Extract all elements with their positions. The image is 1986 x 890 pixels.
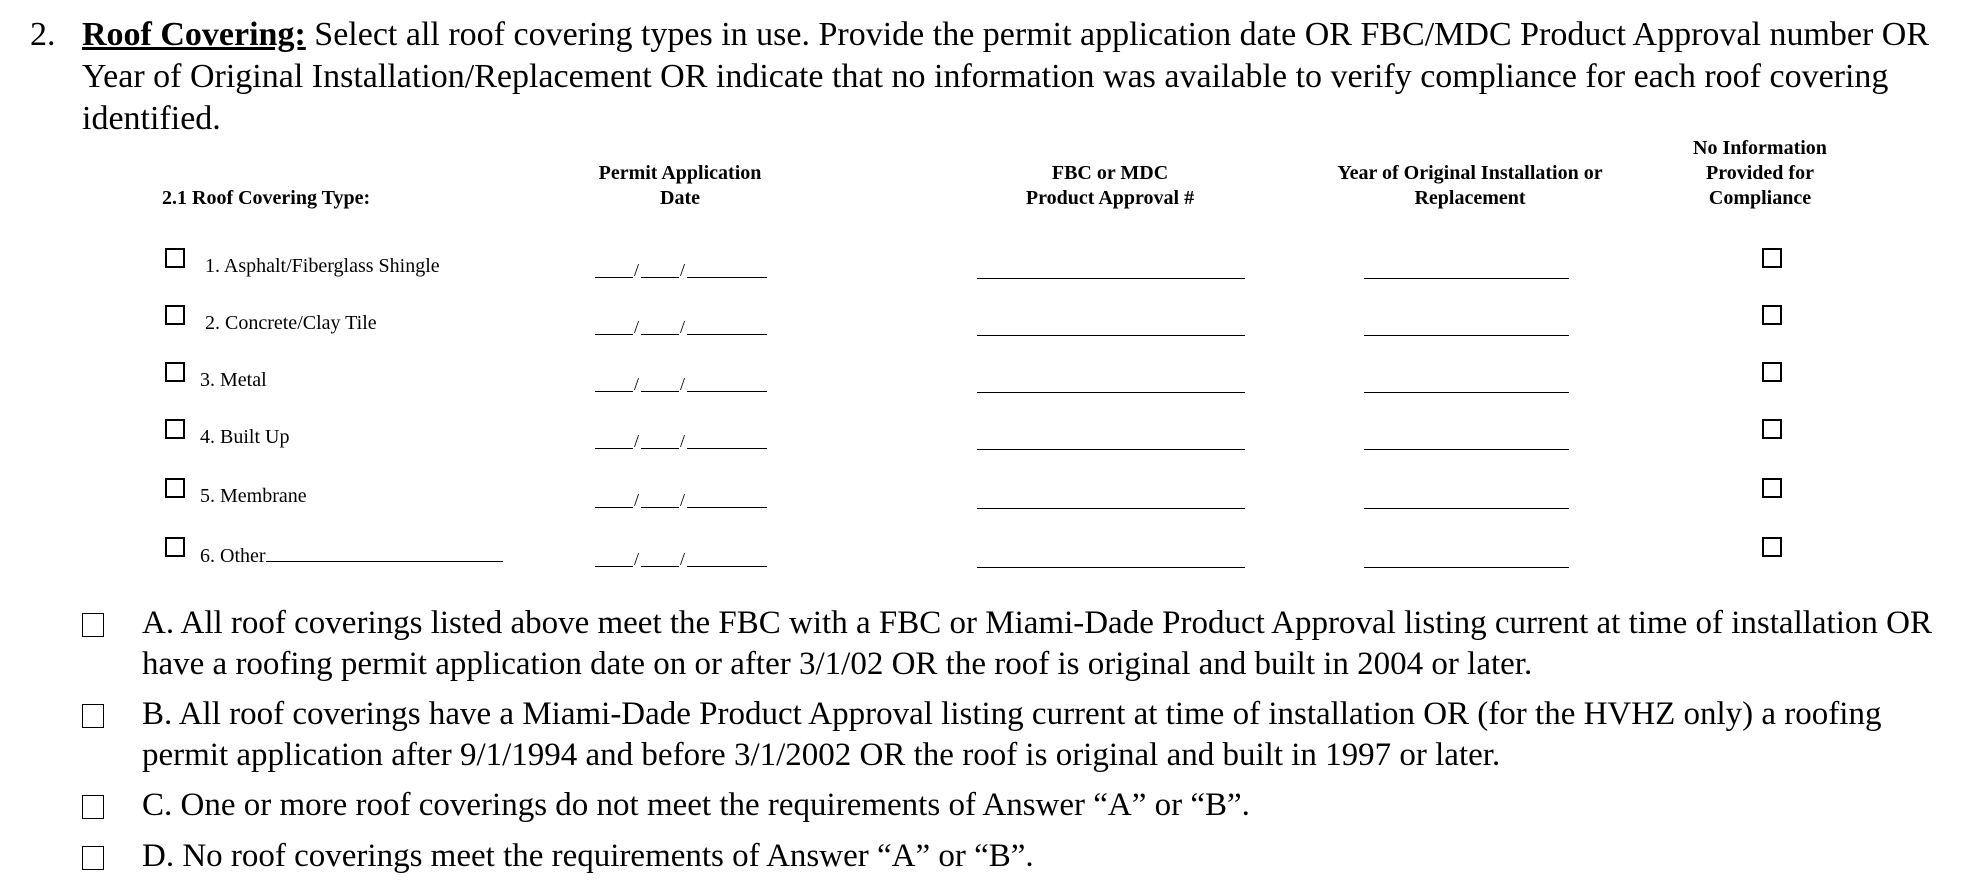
row-type-checkbox[interactable] <box>165 305 185 325</box>
row-label: 2. Concrete/Clay Tile <box>205 312 377 334</box>
date-slash: / <box>680 490 686 510</box>
date-slash: / <box>634 374 640 394</box>
header-roof-covering-type <box>162 186 370 211</box>
row-type-checkbox[interactable] <box>165 537 185 557</box>
row-label: 4. Built Up <box>200 426 290 448</box>
roof-row-other <box>0 533 1986 573</box>
answer-b-checkbox[interactable] <box>82 704 104 728</box>
answer-b-text: B. All roof coverings have a Miami-Dade Product Approval listing current at time of installation OR (for the HVHZ only) a roofing permit application after 9/1/1994 and before 3/1/2002 OR the roof is original and built in 1997 or later. <box>142 696 1882 773</box>
answer-a-text: A. All roof coverings listed above meet the FBC with a FBC or Miami-Dade Product Approval listing current at time of installation OR have a roofing permit application date on or after 3/1/02 OR the roof is original and built in 2004 or later. <box>142 605 1932 682</box>
roof-row-metal <box>0 360 1986 400</box>
year-installed-field[interactable] <box>1364 508 1569 509</box>
row-type-checkbox[interactable] <box>165 478 185 498</box>
answer-d-text: D. No roof coverings meet the requirements of Answer “A” or “B”. <box>142 838 1034 874</box>
roof-row-tile <box>0 303 1986 343</box>
permit-date-field[interactable] <box>595 484 767 508</box>
date-slash: / <box>680 549 686 569</box>
no-info-checkbox[interactable] <box>1762 362 1782 382</box>
date-slash: / <box>680 431 686 451</box>
no-info-checkbox[interactable] <box>1762 419 1782 439</box>
row-type-checkbox[interactable] <box>165 248 185 268</box>
header-product-approval <box>970 161 1250 211</box>
product-approval-field[interactable] <box>977 392 1245 393</box>
permit-date-field[interactable] <box>595 311 767 335</box>
section-title: Roof Covering: <box>82 16 306 53</box>
roof-row-built-up <box>0 417 1986 457</box>
product-approval-field[interactable] <box>977 567 1245 568</box>
header-permit-line1: Permit Application <box>598 162 762 184</box>
product-approval-field[interactable] <box>977 335 1245 336</box>
no-info-checkbox[interactable] <box>1762 478 1782 498</box>
row-type-checkbox[interactable] <box>165 362 185 382</box>
answer-d-checkbox[interactable] <box>82 846 104 870</box>
header-permit-date <box>560 161 800 211</box>
date-slash: / <box>680 260 686 280</box>
row-label-text: 6. Other <box>200 545 266 567</box>
row-label: 1. Asphalt/Fiberglass Shingle <box>205 255 440 277</box>
section-number: 2. <box>30 16 56 53</box>
row-type-checkbox[interactable] <box>165 419 185 439</box>
date-slash: / <box>634 260 640 280</box>
header-type-label: 2.1 Roof Covering Type: <box>162 187 371 209</box>
permit-date-field[interactable] <box>595 368 767 392</box>
header-permit-line2: Date <box>660 187 700 209</box>
row-label <box>200 543 503 568</box>
permit-date-field[interactable] <box>595 543 767 567</box>
other-description-field[interactable] <box>266 543 503 562</box>
header-fbc-line1: FBC or MDC <box>1051 162 1169 184</box>
permit-date-field[interactable] <box>595 254 767 278</box>
answer-c-checkbox[interactable] <box>82 795 104 819</box>
permit-date-field[interactable] <box>595 425 767 449</box>
date-slash: / <box>634 431 640 451</box>
section-instructions: Select all roof covering types in use. Provide the permit application date OR FBC/MDC Product Approval number OR Year of Original Installation/Replacement OR indicate that no information was available to verify compliance for each roof covering identified. <box>82 16 1930 137</box>
date-slash: / <box>680 317 686 337</box>
year-installed-field[interactable] <box>1364 567 1569 568</box>
header-year-installed <box>1290 161 1650 211</box>
date-slash: / <box>680 374 686 394</box>
answer-a-checkbox[interactable] <box>82 613 104 637</box>
no-info-checkbox[interactable] <box>1762 248 1782 268</box>
header-fbc-line2: Product Approval # <box>1025 187 1195 209</box>
year-installed-field[interactable] <box>1364 392 1569 393</box>
no-info-checkbox[interactable] <box>1762 537 1782 557</box>
date-slash: / <box>634 317 640 337</box>
header-noinfo-line3: Compliance <box>1708 187 1812 209</box>
date-slash: / <box>634 549 640 569</box>
header-year-line2: Replacement <box>1414 187 1526 209</box>
product-approval-field[interactable] <box>977 508 1245 509</box>
product-approval-field[interactable] <box>977 449 1245 450</box>
header-no-information <box>1660 136 1860 211</box>
roof-row-asphalt <box>0 246 1986 286</box>
header-noinfo-line2: Provided for <box>1706 162 1814 184</box>
product-approval-field[interactable] <box>977 278 1245 279</box>
header-year-line1: Year of Original Installation or <box>1337 162 1603 184</box>
year-installed-field[interactable] <box>1364 278 1569 279</box>
row-label: 3. Metal <box>200 369 267 391</box>
year-installed-field[interactable] <box>1364 335 1569 336</box>
answer-c-text: C. One or more roof coverings do not meet the requirements of Answer “A” or “B”. <box>142 787 1250 823</box>
section-text <box>82 14 1962 140</box>
row-label: 5. Membrane <box>200 485 307 507</box>
date-slash: / <box>634 490 640 510</box>
year-installed-field[interactable] <box>1364 449 1569 450</box>
no-info-checkbox[interactable] <box>1762 305 1782 325</box>
roof-row-membrane <box>0 474 1986 514</box>
header-noinfo-line1: No Information <box>1693 137 1827 159</box>
